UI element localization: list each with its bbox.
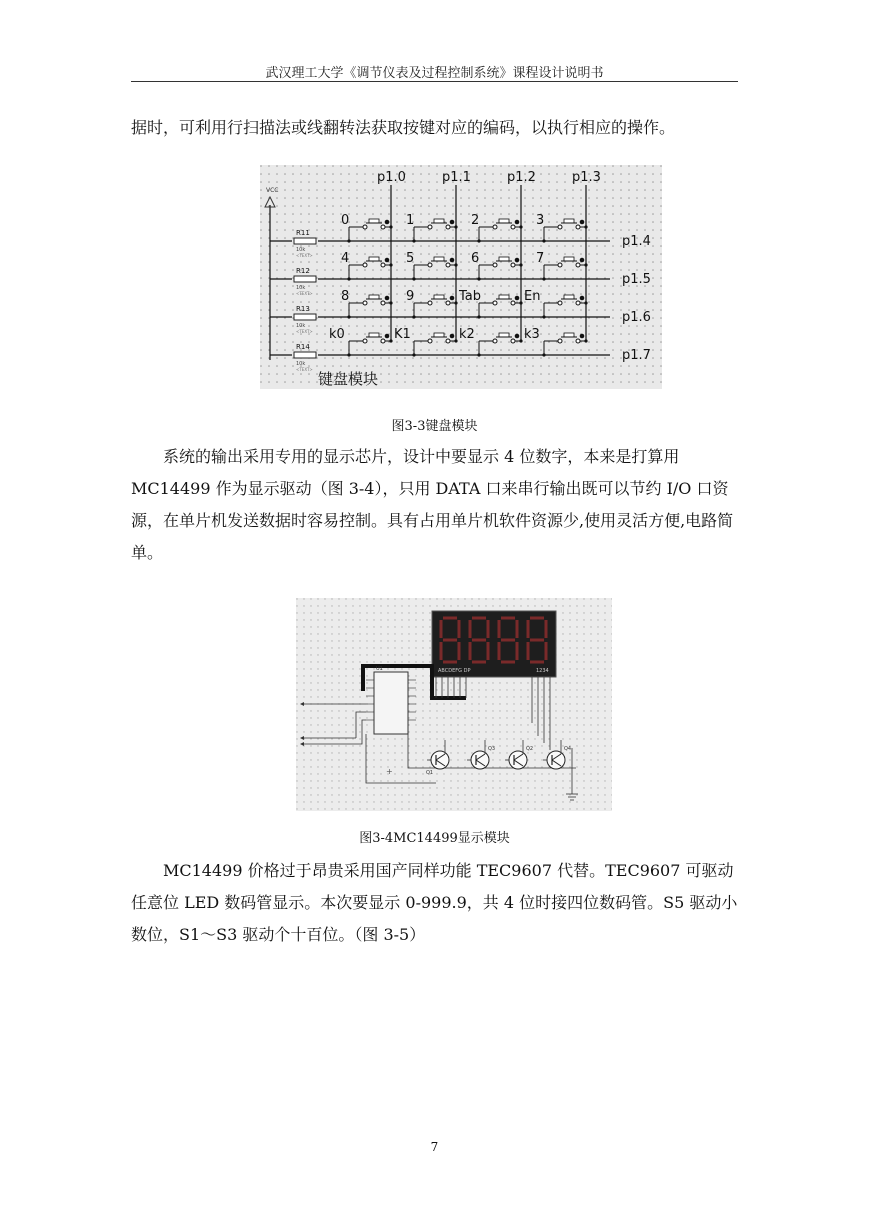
key-label: 3 — [536, 213, 545, 228]
resistor-value: 10k — [296, 247, 306, 253]
column-label: p1.3 — [572, 170, 601, 185]
key-label: En — [524, 289, 541, 304]
resistor — [294, 352, 316, 358]
transistor-label: Q4 — [564, 746, 572, 752]
column-label: p1.0 — [377, 170, 406, 185]
key-label: K1 — [394, 327, 411, 342]
paragraph-2: 系统的输出采用专用的显示芯片，设计中要显示 4 位数字，本来是打算用 MC14499 作为显示驱动（图 3-4），只用 DATA 口来串行输出既可以节约 I/O 口资源，在单片机发送数据时容易控制。具有占用单片机软件资源少,使用灵活方便,电路简单。 — [131, 447, 734, 562]
key-label: 2 — [471, 213, 480, 228]
module-label: 键盘模块 — [318, 370, 379, 388]
display-figure — [296, 598, 612, 811]
transistor-label: Q3 — [488, 746, 496, 752]
row-label: p1.6 — [622, 310, 651, 325]
key-label: 5 — [406, 251, 415, 266]
paragraph-3: MC14499 价格过于昂贵采用国产同样功能 TEC9607 代替。TEC9607 可驱动任意位 LED 数码管显示。本次要显示 0-999.9，共 4 位时接四位数码管。S5 驱动小数位，S1～S3 驱动个十百位。（图 3-5） — [131, 861, 738, 944]
display-schematic — [296, 598, 612, 811]
key-label: 7 — [536, 251, 545, 266]
key-label: 6 — [471, 251, 480, 266]
resistor-text: <TEXT> — [296, 291, 313, 296]
paragraph-1: 据时，可利用行扫描法或线翻转法获取按键对应的编码，以执行相应的操作。 — [131, 118, 676, 137]
svg-text:U1: U1 — [376, 666, 383, 672]
resistor-label: R14 — [296, 343, 310, 351]
resistor-value: 10k — [296, 323, 306, 329]
display-left-label: ABCDEFG DP — [438, 668, 471, 674]
mc14499-chip — [374, 672, 408, 734]
key-label: 4 — [341, 251, 350, 266]
resistor — [294, 276, 316, 282]
page-header: 武汉理工大学《调节仪表及过程控制系统》课程设计说明书 — [265, 66, 604, 81]
resistor-label: R11 — [296, 229, 310, 237]
figure2-caption: 图3-4MC14499显示模块 — [359, 831, 510, 846]
display-right-label: 1234 — [536, 668, 549, 674]
row-label: p1.7 — [622, 348, 651, 363]
transistor-label: Q2 — [526, 746, 534, 752]
header-rule — [131, 81, 738, 82]
key-label: Tab — [459, 289, 482, 304]
key-label: 1 — [406, 213, 415, 228]
key-label: 9 — [406, 289, 415, 304]
svg-text:VCC: VCC — [266, 187, 279, 194]
column-label: p1.1 — [442, 170, 471, 185]
resistor-label: R12 — [296, 267, 310, 275]
key-label: k3 — [524, 327, 540, 342]
resistor-value: 10k — [296, 361, 306, 367]
key-label: 0 — [341, 213, 350, 228]
page-number: 7 — [430, 1140, 439, 1154]
svg-text:+: + — [386, 767, 393, 776]
row-label: p1.4 — [622, 234, 651, 249]
resistor — [294, 238, 316, 244]
resistor — [294, 314, 316, 320]
keyboard-figure — [260, 165, 662, 389]
key-label: 8 — [341, 289, 350, 304]
key-label: k2 — [459, 327, 475, 342]
resistor-text: <TEXT> — [296, 329, 313, 334]
transistor-label: Q1 — [426, 770, 434, 776]
column-label: p1.2 — [507, 170, 536, 185]
key-label: k0 — [329, 327, 345, 342]
keyboard-schematic — [260, 165, 662, 389]
resistor-text: <TEXT> — [296, 367, 313, 372]
resistor-value: 10k — [296, 285, 306, 291]
row-label: p1.5 — [622, 272, 651, 287]
figure1-caption: 图3-3键盘模块 — [391, 419, 478, 434]
resistor-label: R13 — [296, 305, 310, 313]
resistor-text: <TEXT> — [296, 253, 313, 258]
